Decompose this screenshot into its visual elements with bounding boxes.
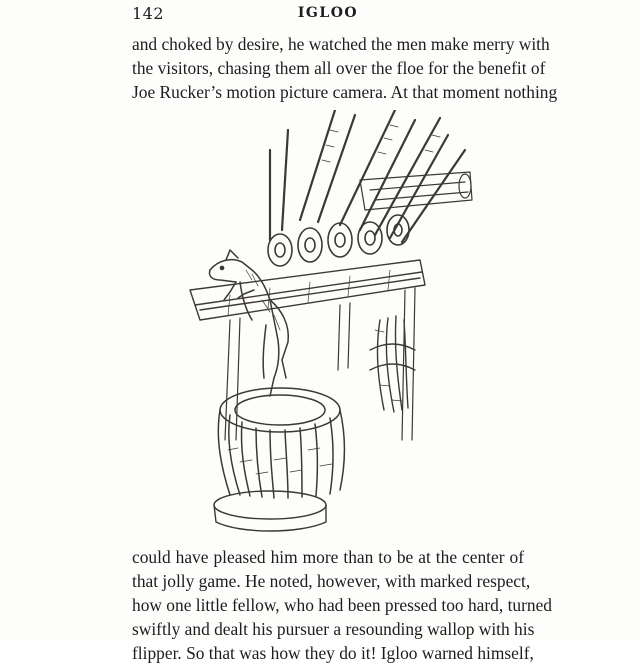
text-line: how one little fellow, who had been pressed too hard, turned [132, 595, 552, 615]
text-line: the visitors, chasing them all over the floe for the benefit of [132, 58, 546, 78]
text-line: and choked by desire, he watched the men make merry with [132, 34, 550, 54]
ink-illustration [170, 110, 490, 532]
text-line: swiftly and dealt his pursuer a resounding wallop with his [132, 619, 535, 639]
page-number: 142 [132, 4, 165, 23]
running-head: IGLOO [297, 5, 359, 21]
top-paragraph [132, 32, 558, 104]
bottom-paragraph [132, 545, 552, 665]
text-line: that jolly game. He noted, however, with marked respect, [132, 571, 531, 591]
text-line: could have pleased him more than to be at the center of [132, 547, 524, 567]
text-line: Joe Rucker’s motion picture camera. At that moment nothing [132, 82, 558, 102]
page-header [132, 4, 524, 26]
text-line: flipper. So that was how they do it! Igloo warned himself, [132, 643, 534, 663]
